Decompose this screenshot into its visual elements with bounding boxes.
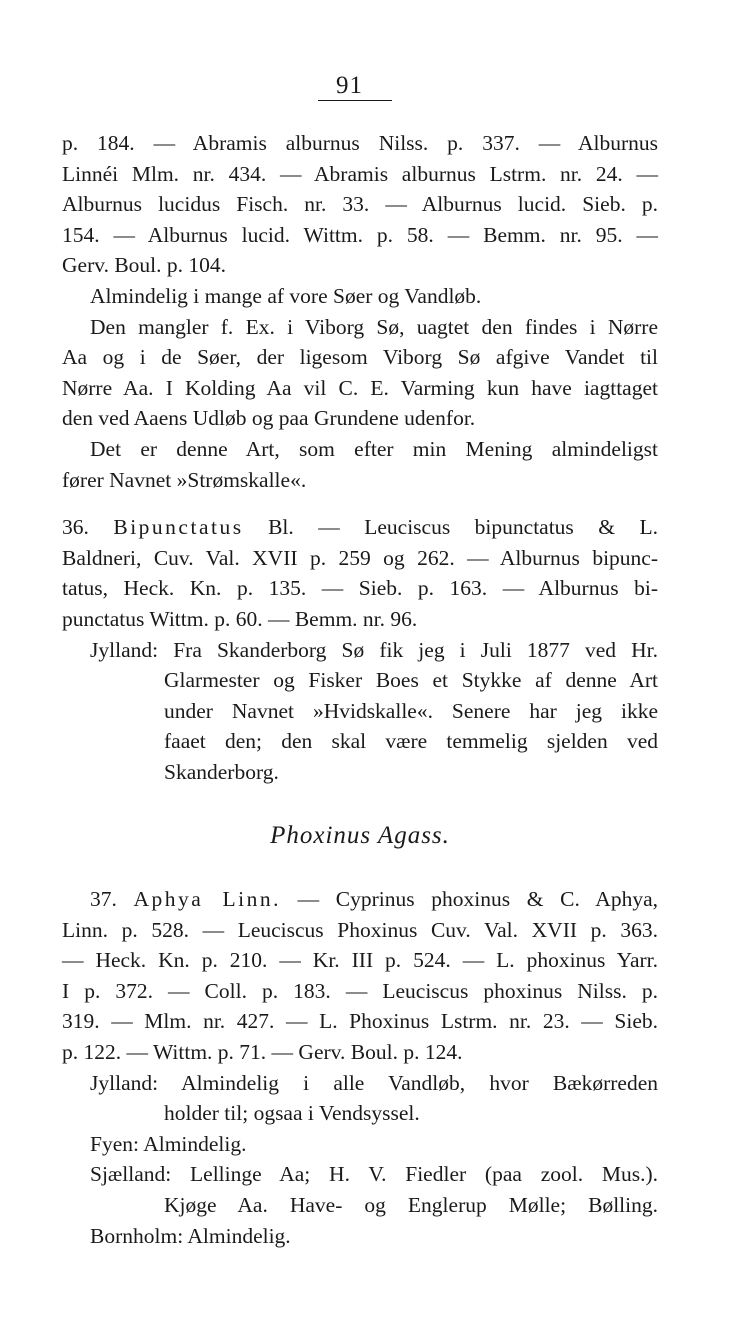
page-number-rule <box>318 100 392 101</box>
text-block <box>62 128 658 1251</box>
synonym-line: tatus, Heck. Kn. p. 135. — Sieb. p. 163. — Alburnus bi- <box>62 576 658 601</box>
paragraph-line: den ved Aaens Udløb og paa Grundene udenfor. <box>62 406 476 431</box>
species-name: Aphya Linn. <box>133 887 281 912</box>
locality-line <box>62 635 658 666</box>
locality-label: Jylland: <box>90 1070 159 1095</box>
locality-label: Jylland: <box>90 637 159 662</box>
genus-heading: Phoxinus Agass. <box>270 822 450 850</box>
synonym-line: Gerv. Boul. p. 104. <box>62 253 227 278</box>
locality-line <box>62 1221 658 1252</box>
synonym-line: I p. 372. — Coll. p. 183. — Leuciscus phoxinus Nilss. p. <box>62 978 658 1003</box>
locality-text: Almindelig. <box>187 1223 291 1248</box>
locality-line <box>62 1159 658 1190</box>
locality-label: Fyen: <box>90 1131 139 1156</box>
locality-text: Lellinge Aa; H. V. Fiedler (paa zool. Mus.). <box>190 1162 658 1187</box>
occurrence-paragraph: Almindelig i mange af vore Søer og Vandløb. <box>90 283 482 308</box>
paragraph-line: Nørre Aa. I Kolding Aa vil C. E. Varming kun have iagttaget <box>62 375 658 400</box>
synonym-line: Alburnus lucidus Fisch. nr. 33. — Alburnus lucid. Sieb. p. <box>62 192 658 217</box>
locality-label: Bornholm: <box>90 1223 184 1248</box>
paragraph-line: Det er denne Art, som efter min Mening almindeligst <box>90 436 658 461</box>
locality-line: Skanderborg. <box>164 759 279 784</box>
synonym-line: Linn. p. 528. — Leuciscus Phoxinus Cuv. Val. XVII p. 363. <box>62 917 658 942</box>
locality-line: Kjøge Aa. Have- og Englerup Mølle; Bølling. <box>164 1193 658 1217</box>
locality-line <box>62 1068 658 1099</box>
paragraph-line: Den mangler f. Ex. i Viborg Sø, uagtet den findes i Nørre <box>90 314 658 339</box>
section-gap <box>62 495 658 512</box>
synonym-text: Bl. — Leuciscus bipunctatus & L. <box>268 515 658 540</box>
locality-text: Fra Skanderborg Sø fik jeg i Juli 1877 ved Hr. <box>173 637 659 662</box>
locality-line: under Navnet »Hvidskalle«. Senere har jeg ikke <box>164 698 658 723</box>
locality-line: holder til; ogsaa i Vendsyssel. <box>164 1101 420 1126</box>
page-number: 91 <box>336 72 363 99</box>
synonym-line: punctatus Wittm. p. 60. — Bemm. nr. 96. <box>62 606 418 631</box>
synonym-line: Linnéi Mlm. nr. 434. — Abramis alburnus Lstrm. nr. 24. — <box>62 161 658 186</box>
synonym-line: — Heck. Kn. p. 210. — Kr. III p. 524. — L. phoxinus Yarr. <box>62 948 658 973</box>
locality-label: Sjælland: <box>90 1162 172 1187</box>
synonym-line: 319. — Mlm. nr. 427. — L. Phoxinus Lstrm. nr. 23. — Sieb. <box>62 1009 658 1034</box>
synonym-line: p. 122. — Wittm. p. 71. — Gerv. Boul. p. 124. <box>62 1040 463 1065</box>
species-entry-line <box>62 512 658 543</box>
synonym-text: — Cyprinus phoxinus & C. Aphya, <box>297 887 659 912</box>
locality-line: Glarmester og Fisker Boes et Stykke af denne Art <box>164 668 658 693</box>
entry-number: 37. <box>90 887 117 912</box>
paragraph-line: fører Navnet »Strømskalle«. <box>62 467 307 492</box>
entry-number: 36. <box>62 515 89 540</box>
synonym-line: Baldneri, Cuv. Val. XVII p. 259 og 262. — Alburnus bipunc- <box>62 545 658 570</box>
synonym-line: 154. — Alburnus lucid. Wittm. p. 58. — Bemm. nr. 95. — <box>62 222 658 247</box>
synonym-line: p. 184. — Abramis alburnus Nilss. p. 337. — Alburnus <box>62 131 658 155</box>
species-entry-line <box>62 884 658 915</box>
locality-text: Almindelig i alle Vandløb, hvor Bækørreden <box>181 1070 658 1095</box>
species-name: Bipunctatus <box>113 515 244 540</box>
locality-line: faaet den; den skal være temmelig sjelden ved <box>164 729 658 754</box>
locality-line <box>62 1129 658 1160</box>
paragraph-line: Aa og i de Søer, der ligesom Viborg Sø afgive Vandet til <box>62 345 658 370</box>
locality-text: Almindelig. <box>143 1131 247 1156</box>
